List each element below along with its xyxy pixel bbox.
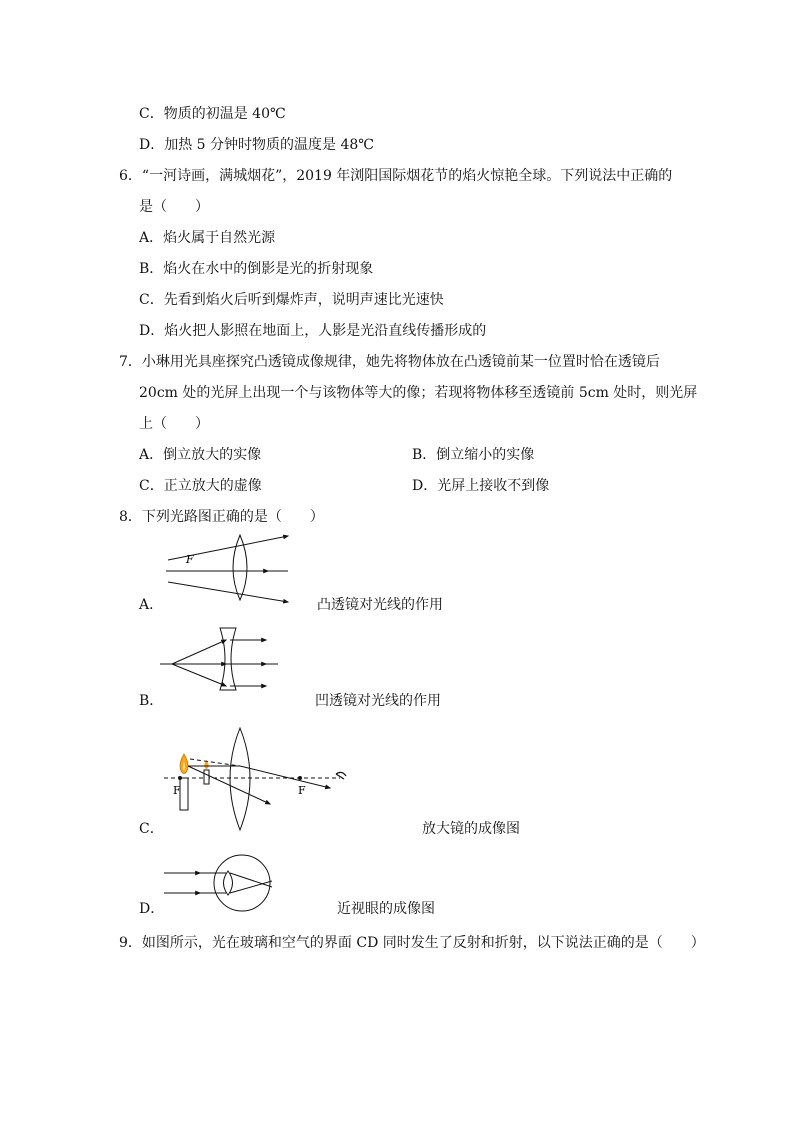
myopia-eye-diagram (160, 853, 285, 913)
q9-stem: 9．如图所示，光在玻璃和空气的界面 CD 同时发生了反射和折射，以下说法正确的是（ ） (119, 935, 705, 951)
ray-refracted (240, 766, 330, 788)
q6-stem-line2: 是（ ） (139, 199, 209, 215)
eye-icon (336, 772, 346, 779)
q8-option-d-letter: D． (139, 901, 165, 917)
eye-lens-shape (224, 871, 233, 895)
ray-converge-lower (230, 881, 272, 893)
q7-option-c: C．正立放大的虚像 (139, 478, 262, 494)
q7-stem-line3: 上（ ） (139, 416, 209, 432)
magnifier-lens-shape (230, 728, 250, 830)
ray-lower (168, 582, 288, 602)
small-candle-body (204, 770, 209, 784)
ray-in-upper (172, 640, 226, 664)
focus-label-left: F (173, 784, 181, 797)
q8-option-a-caption: 凸透镜对光线的作用 (317, 597, 443, 613)
q6-stem-line1: 6．“一河诗画，满城烟花”，2019 年浏阳国际烟花节的焰火惊艳全球。下列说法中正确的 (119, 168, 673, 184)
concave-lens-shape (220, 628, 236, 690)
focus-label-right: F (298, 784, 306, 797)
q8-option-d-caption: 近视眼的成像图 (337, 901, 435, 917)
q8-option-b-letter: B． (139, 693, 164, 709)
q8-stem: 8．下列光路图正确的是（ ） (119, 509, 324, 525)
focal-point-right (298, 776, 302, 780)
eyeball-shape (214, 855, 270, 911)
ray-converge-upper (230, 873, 272, 887)
q6-option-a: A．焰火属于自然光源 (139, 230, 276, 246)
q7-stem-line1: 7．小琳用光具座探究凸透镜成像规律，她先将物体放在凸透镜前某一位置时恰在透镜后 (119, 354, 660, 370)
q6-option-d: D．焰火把人影照在地面上，人影是光沿直线传播形成的 (139, 323, 487, 339)
q5-option-d: D．加热 5 分钟时物质的温度是 48℃ (139, 137, 374, 153)
q6-option-b: B．焰火在水中的倒影是光的折射现象 (139, 261, 374, 277)
q7-stem-line2: 20cm 处的光屏上出现一个与该物体等大的像；若现将物体移至透镜前 5cm 处时，则光屏 (139, 385, 698, 401)
candle-body (180, 778, 188, 810)
ray-in-lower (172, 664, 226, 686)
q5-option-c: C．物质的初温是 40℃ (139, 106, 286, 122)
q6-option-c: C．先看到焰火后听到爆炸声，说明声速比光速快 (139, 292, 444, 308)
convex-lens-diagram (160, 530, 295, 604)
magnifier-diagram (160, 726, 355, 834)
q8-option-c-letter: C． (139, 821, 164, 837)
concave-lens-diagram (158, 624, 283, 694)
q8-option-b-caption: 凹透镜对光线的作用 (315, 693, 441, 709)
ray-dashed-extension (190, 759, 240, 766)
q7-option-a: A．倒立放大的实像 (139, 447, 262, 463)
focal-point-left (178, 776, 182, 780)
q8-option-c-caption: 放大镜的成像图 (422, 821, 520, 837)
q7-option-b: B．倒立缩小的实像 (412, 447, 535, 463)
q7-option-d: D．光屏上接收不到像 (412, 478, 550, 494)
ray-through-center (188, 766, 270, 804)
focus-label: F (186, 553, 194, 566)
q8-option-a-letter: A． (139, 597, 164, 613)
